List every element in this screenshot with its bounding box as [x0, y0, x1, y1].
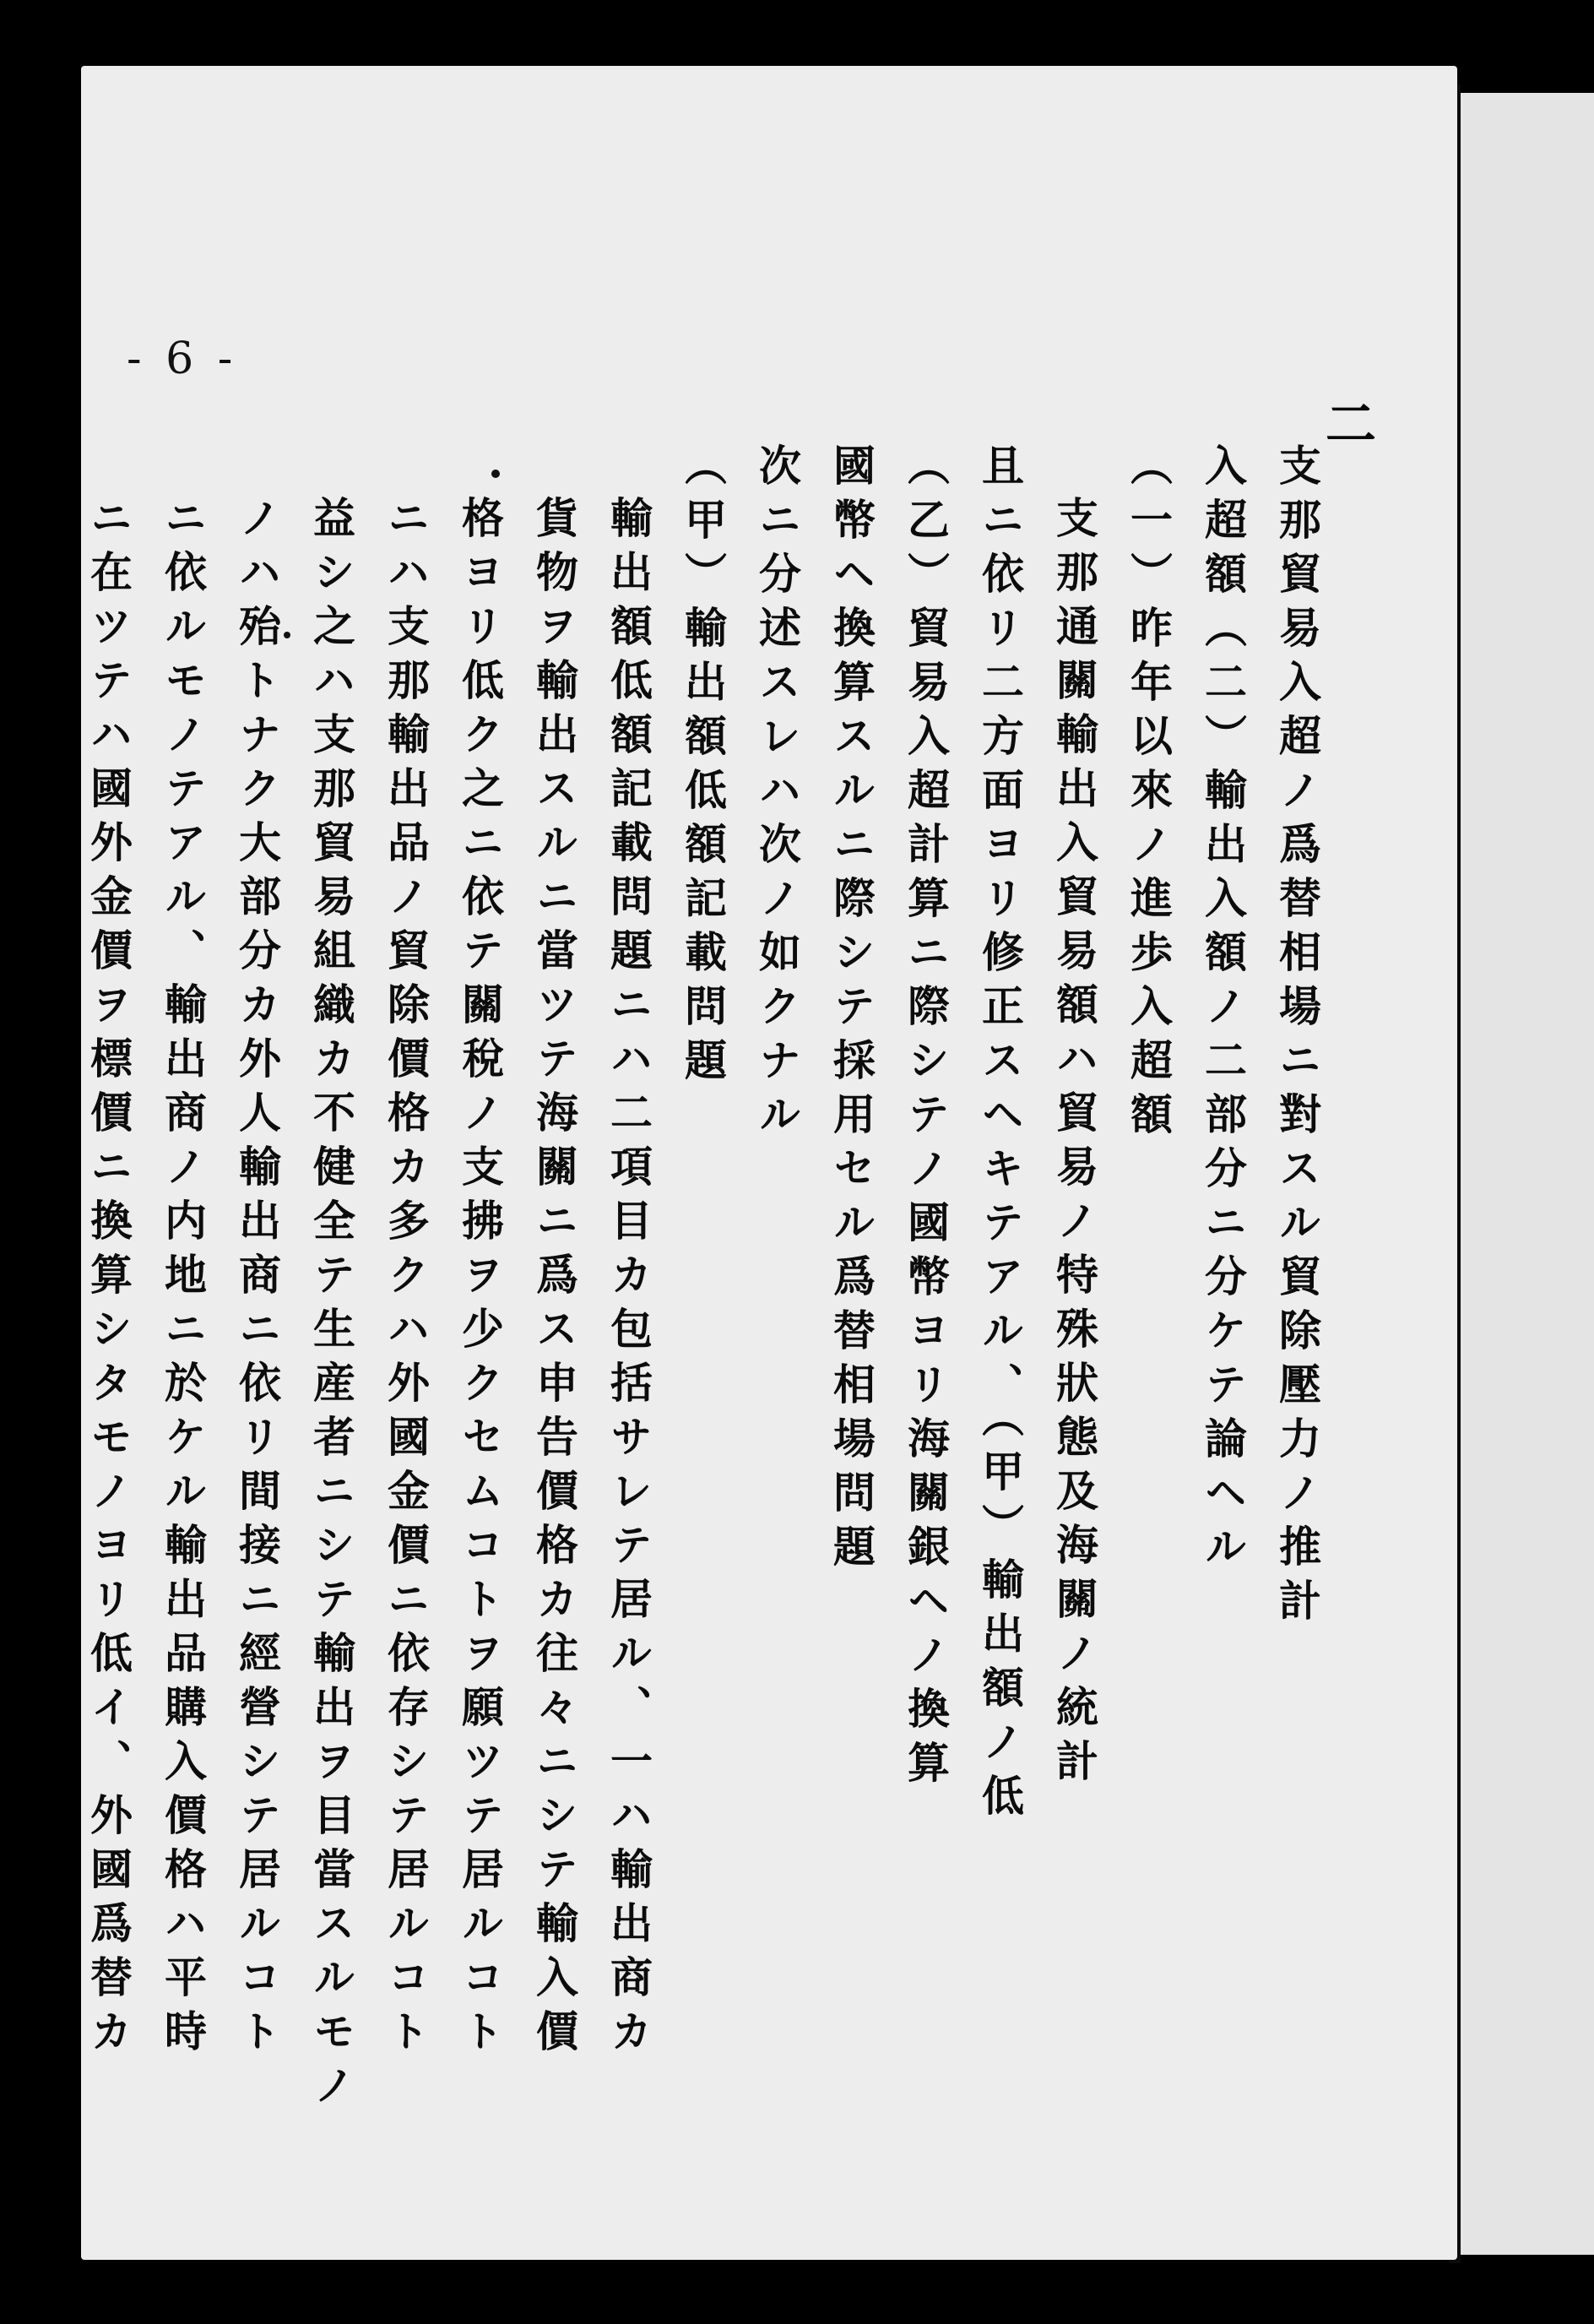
- text-column: （甲）輸出額低額記載問題: [678, 443, 728, 1092]
- adjacent-page-edge: [1457, 93, 1594, 2255]
- text-column: 次ニ分述スレハ次ノ如クナル: [752, 443, 802, 1146]
- text-column: 國幣ヘ換算スルニ際シテ採用セル爲替相場問題: [827, 443, 876, 1578]
- text-column: 支那通關輸出入貿易額ハ貿易ノ特殊狀態及海關ノ統計: [1049, 496, 1099, 1793]
- text-column: 輸出額低額記載問題ニハ二項目カ包括サレテ居ル、一ハ輸出商カ: [604, 496, 653, 2063]
- page-number: - 6 -: [127, 334, 238, 384]
- text-column: 格ヨリ低ク之ニ依テ關稅ノ支拂ヲ少クセムコトヲ願ツテ居ルコト: [455, 496, 505, 2063]
- text-column: （一）昨年以來ノ進歩入超額: [1124, 443, 1174, 1146]
- text-column: 入超額（二）輸出入額ノ二部分ニ分ケテ論ヘル: [1198, 443, 1248, 1578]
- text-column: 且ニ依リ二方面ヨリ修正スヘキテアル、（甲）輸出額ノ低: [975, 443, 1025, 1827]
- text-column: ニ在ツテハ國外金價ヲ標價ニ換算シタモノヨリ低イ、外國爲替カ: [84, 496, 133, 2063]
- text-column: 支那貿易入超ノ爲替相場ニ對スル貿除壓力ノ推計: [1272, 443, 1322, 1632]
- text-column: （乙）貿易入超計算ニ際シテノ國幣ヨリ海關銀ヘノ換算: [901, 443, 951, 1795]
- text-column: 益シ之ハ支那貿易組織カ不健全テ生産者ニシテ輸出ヲ目當スルモノ: [306, 496, 356, 2117]
- section-marker: 二: [1326, 395, 1376, 454]
- text-column: ニ依ルモノテアル、輸出商ノ内地ニ於ケル輸出品購入價格ハ平時: [158, 496, 208, 2063]
- text-column: ニハ支那輸出品ノ貿除價格カ多クハ外國金價ニ依存シテ居ルコト: [381, 496, 431, 2063]
- text-column: 貨物ヲ輸出スルニ當ツテ海關ニ爲ス申告價格カ往々ニシテ輸入價: [529, 496, 579, 2063]
- text-column: ノハ殆トナク大部分カ外人輸出商ニ依リ間接ニ經營シテ居ルコト: [232, 496, 282, 2063]
- vertical-text-body: [84, 443, 1334, 2166]
